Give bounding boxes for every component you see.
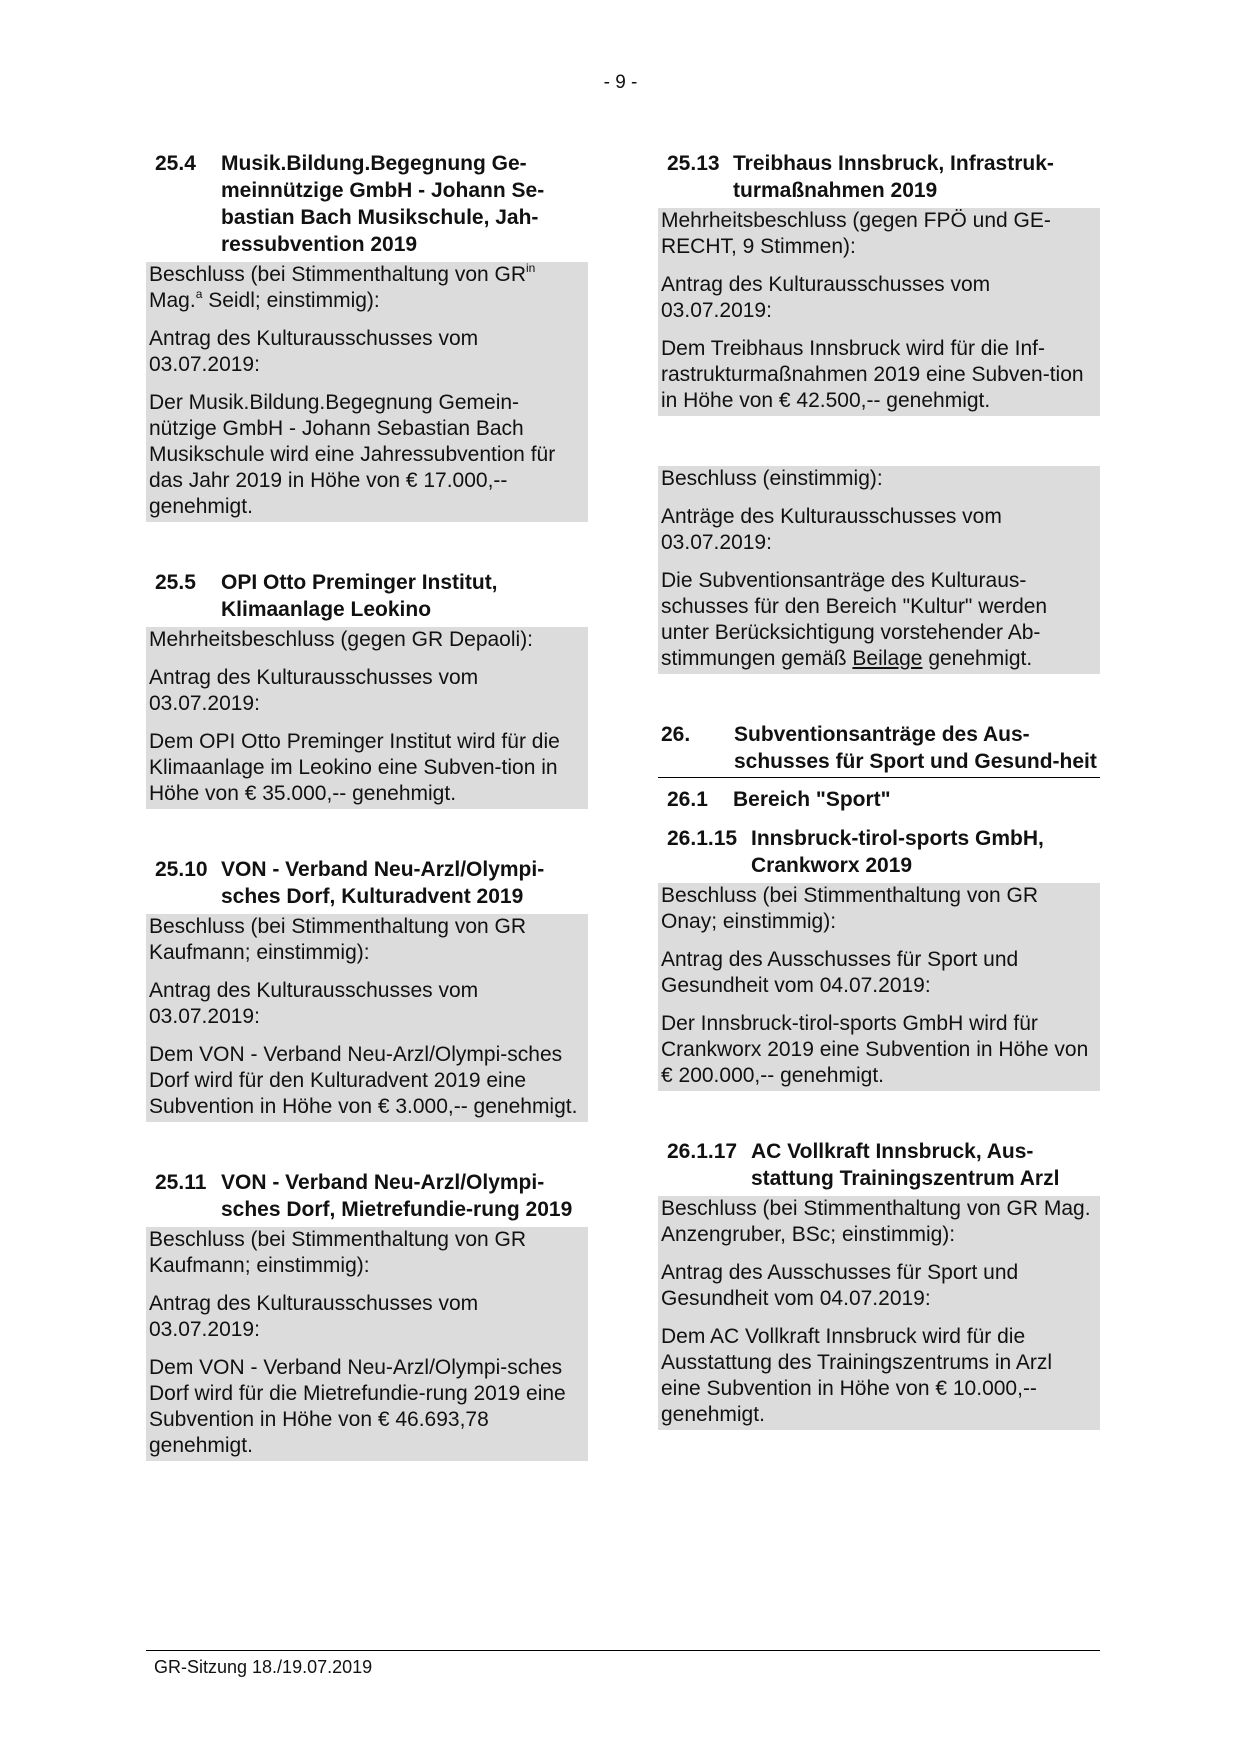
section-number: 26.1.15 xyxy=(667,827,738,850)
section-26 xyxy=(658,721,1100,778)
section-25-summary xyxy=(658,466,1100,674)
section-25-10 xyxy=(146,856,588,1122)
section-title: Subventionsanträge des Aus-schusses für Sport und Gesund-heit xyxy=(734,723,1097,773)
section-number: 26. xyxy=(661,723,691,746)
section-25-4 xyxy=(146,150,588,522)
section-25-11 xyxy=(146,1169,588,1461)
resolution-box xyxy=(146,262,588,522)
chapter-heading xyxy=(658,721,1100,778)
section-number: 25.13 xyxy=(667,152,720,175)
resolution-type: Beschluss (bei Stimmenthaltung von GR Mag. Anzengruber, BSc; einstimmig): xyxy=(661,1197,1091,1246)
resolution-type: Beschluss (bei Stimmenthaltung von GR Kaufmann; einstimmig): xyxy=(149,1228,527,1277)
resolution-text: Der Musik.Bildung.Begegnung Gemein-nützige GmbH - Johann Sebastian Bach Musikschule wird eine Jahressubvention für das Jahr 2019 in Höhe von € 17.000,-- genehmigt. xyxy=(149,391,556,518)
footer-divider xyxy=(146,1650,1100,1651)
page-number: - 9 - xyxy=(603,72,638,93)
section-heading xyxy=(658,786,1100,813)
resolution-type: Beschluss (bei Stimmenthaltung von GR Kaufmann; einstimmig): xyxy=(149,915,527,964)
section-26-1 xyxy=(658,786,1100,813)
footer-text: GR-Sitzung 18./19.07.2019 xyxy=(154,1657,373,1677)
section-title: OPI Otto Preminger Institut, Klimaanlage Leokino xyxy=(221,571,498,621)
resolution-box xyxy=(658,883,1100,1091)
section-number: 25.11 xyxy=(155,1171,207,1194)
section-title: AC Vollkraft Innsbruck, Aus-stattung Trainingszentrum Arzl xyxy=(751,1140,1060,1190)
section-25-5 xyxy=(146,569,588,809)
section-heading xyxy=(146,150,588,258)
section-title: VON - Verband Neu-Arzl/Olympi-sches Dorf, Kulturadvent 2019 xyxy=(221,858,545,908)
motion-source: Antrag des Kulturausschusses vom 03.07.2019: xyxy=(149,327,479,376)
section-heading xyxy=(658,150,1100,204)
section-number: 25.4 xyxy=(155,152,196,175)
section-title: VON - Verband Neu-Arzl/Olympi-sches Dorf, Mietrefundie-rung 2019 xyxy=(221,1171,573,1221)
resolution-text: Der Innsbruck-tirol-sports GmbH wird für Crankworx 2019 eine Subvention in Höhe von € 200.000,-- genehmigt. xyxy=(661,1012,1089,1087)
resolution-type: Beschluss (bei Stimmenthaltung von $GR^{in}$ Mag.$^a$ Seidl; einstimmig): xyxy=(149,261,536,312)
motion-source: Anträge des Kulturausschusses vom 03.07.2019: xyxy=(661,505,1002,554)
section-number: 26.1.17 xyxy=(667,1140,738,1163)
section-number: 26.1 xyxy=(667,788,708,811)
resolution-text: Dem VON - Verband Neu-Arzl/Olympi-sches Dorf wird für den Kulturadvent 2019 eine Subvention in Höhe von € 3.000,-- genehmigt. xyxy=(149,1043,578,1118)
resolution-box xyxy=(146,1227,588,1461)
resolution-type: Beschluss (einstimmig): xyxy=(661,467,883,490)
resolution-type: Beschluss (bei Stimmenthaltung von GR Onay; einstimmig): xyxy=(661,884,1039,933)
motion-source: Antrag des Kulturausschusses vom 03.07.2019: xyxy=(149,979,479,1028)
section-26-1-15 xyxy=(658,825,1100,1091)
motion-source: Antrag des Kulturausschusses vom 03.07.2019: xyxy=(149,666,479,715)
resolution-box xyxy=(658,208,1100,416)
section-number: 25.10 xyxy=(155,858,208,881)
section-title: Treibhaus Innsbruck, Infrastruk-turmaßnahmen 2019 xyxy=(733,152,1054,202)
left-column xyxy=(146,150,588,1461)
right-column xyxy=(658,150,1100,1430)
beilage-link[interactable]: Beilage xyxy=(852,647,923,670)
motion-source: Antrag des Ausschusses für Sport und Gesundheit vom 04.07.2019: xyxy=(661,948,1019,997)
resolution-text: Dem VON - Verband Neu-Arzl/Olympi-sches Dorf wird für die Mietrefundie-rung 2019 eine Subvention in Höhe von € 46.693,78 genehmigt. xyxy=(149,1356,566,1457)
motion-source: Antrag des Kulturausschusses vom 03.07.2019: xyxy=(661,273,991,322)
resolution-box xyxy=(658,466,1100,674)
section-heading xyxy=(658,1138,1100,1192)
section-title: Bereich "Sport" xyxy=(733,788,891,811)
section-title: Musik.Bildung.Begegnung Ge-meinnützige GmbH - Johann Se-bastian Bach Musikschule, Jah-ressubvention 2019 xyxy=(221,152,545,256)
section-title: Innsbruck-tirol-sports GmbH, Crankworx 2019 xyxy=(751,827,1044,877)
resolution-type: Mehrheitsbeschluss (gegen GR Depaoli): xyxy=(149,628,534,651)
section-heading xyxy=(146,1169,588,1223)
section-25-13 xyxy=(658,150,1100,416)
resolution-box xyxy=(146,627,588,809)
motion-source: Antrag des Ausschusses für Sport und Gesundheit vom 04.07.2019: xyxy=(661,1261,1019,1310)
section-number: 25.5 xyxy=(155,571,196,594)
resolution-text: Dem Treibhaus Innsbruck wird für die Inf-rastrukturmaßnahmen 2019 eine Subven-tion in Höhe von € 42.500,-- genehmigt. xyxy=(661,337,1084,412)
motion-source: Antrag des Kulturausschusses vom 03.07.2019: xyxy=(149,1292,479,1341)
resolution-text: Die Subventionsanträge des Kulturaus-schusses für den Bereich "Kultur" werden unter Berücksichtigung vorstehender Ab-stimmungen gemäß Beilage genehmigt. xyxy=(661,569,1048,670)
section-heading xyxy=(146,856,588,910)
section-heading xyxy=(146,569,588,623)
resolution-box xyxy=(658,1196,1100,1430)
resolution-type: Mehrheitsbeschluss (gegen FPÖ und GE-RECHT, 9 Stimmen): xyxy=(661,209,1051,258)
section-heading xyxy=(658,825,1100,879)
resolution-text: Dem OPI Otto Preminger Institut wird für die Klimaanlage im Leokino eine Subven-tion in Höhe von € 35.000,-- genehmigt. xyxy=(149,730,560,805)
section-26-1-17 xyxy=(658,1138,1100,1430)
resolution-text: Dem AC Vollkraft Innsbruck wird für die Ausstattung des Trainingszentrums in Arzl eine Subvention in Höhe von € 10.000,-- genehmigt. xyxy=(661,1325,1053,1426)
resolution-box xyxy=(146,914,588,1122)
